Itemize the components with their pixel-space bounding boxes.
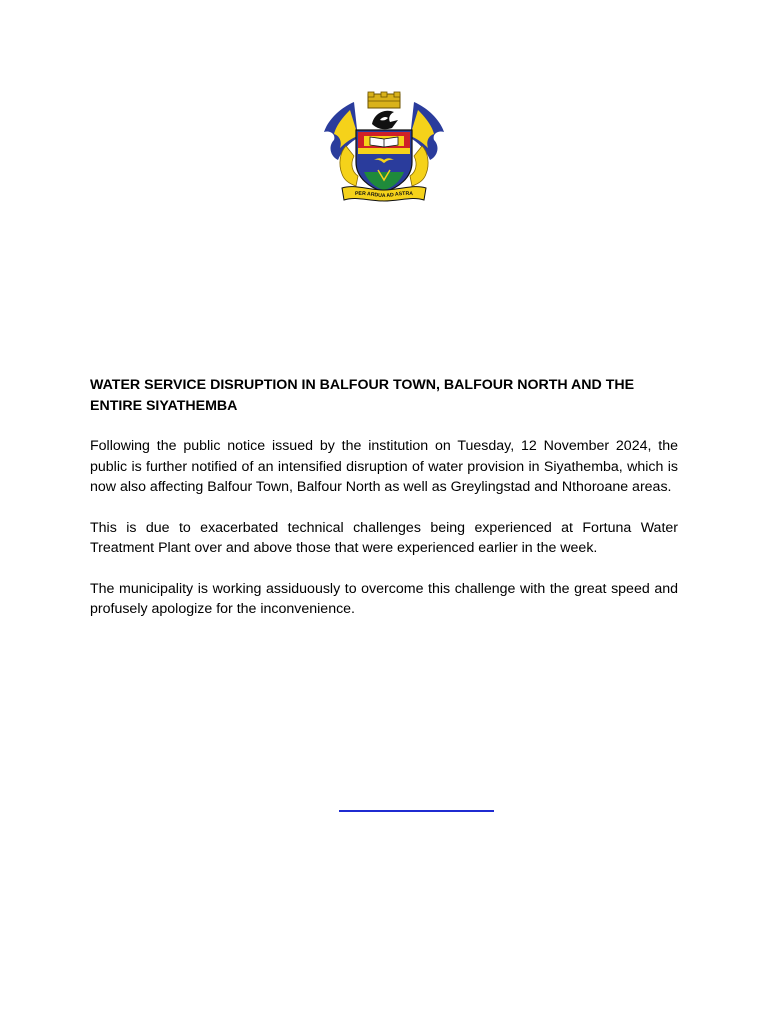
notice-paragraph-3: The municipality is working assiduously to overcome this challenge with the great speed and profusely apologize for the inconvenience.: [90, 580, 678, 617]
crest-motto: PER ARDUA AD ASTRA: [354, 190, 414, 200]
signature-line: [339, 810, 494, 812]
crest-right-supporter: [410, 146, 428, 186]
municipal-crest-logo: [320, 90, 448, 204]
crest-crown: [368, 92, 400, 108]
notice-paragraph-1: Following the public notice issued by the institution on Tuesday, 12 November 2024, the public is further notified of an intensified disruption of water provision in Siyathemba, which is now also affecting Balfour Town, Balfour North as well as Greylingstad and Nthoroane areas.: [90, 438, 678, 495]
notice-body: [90, 375, 678, 640]
crest-left-supporter: [340, 146, 358, 186]
notice-paragraph-2: This is due to exacerbated technical challenges being experienced at Fortuna Water Treatment Plant over and above those that were experienced earlier in the week.: [90, 519, 678, 556]
notice-headline: WATER SERVICE DISRUPTION IN BALFOUR TOWN, BALFOUR NORTH AND THE ENTIRE SIYATHEMBA: [90, 377, 635, 414]
